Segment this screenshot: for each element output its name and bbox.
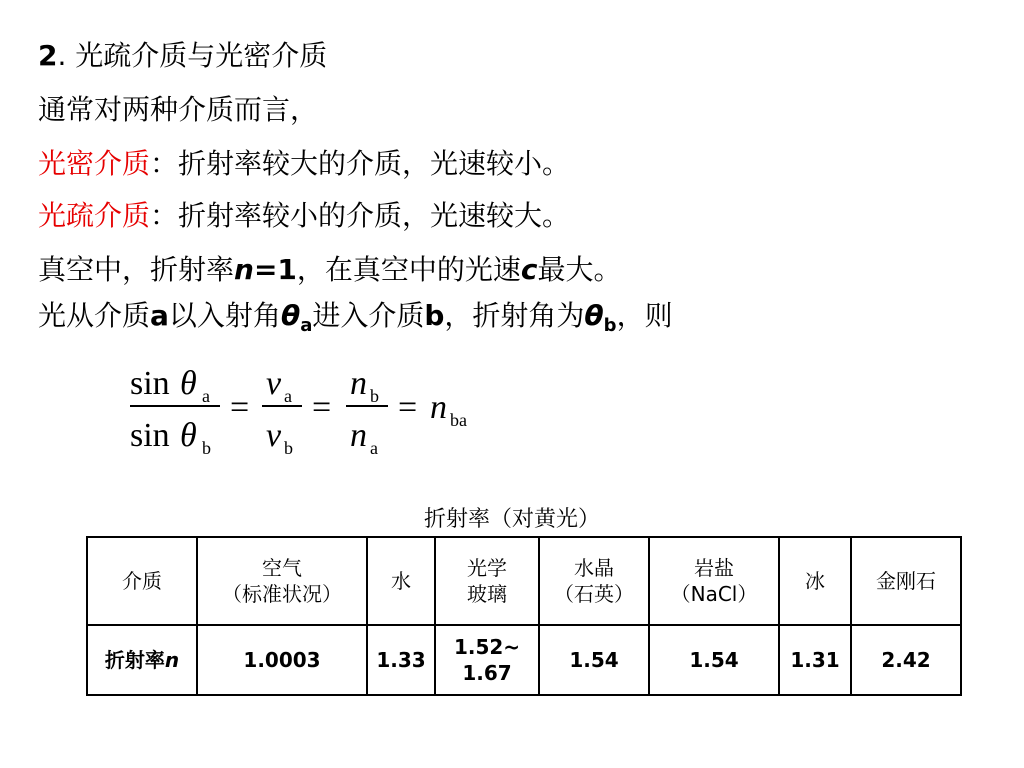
vacuum-text-1: 真空中，折射率 [38, 253, 235, 286]
incidence-text-4: ，折射角为 [444, 299, 585, 332]
value-cell-line1: 1.0003 [243, 648, 321, 672]
formula-sin-bottom: sin [130, 417, 170, 454]
header-cell-line2: 玻璃 [467, 582, 507, 606]
sparse-medium-line [38, 198, 570, 234]
incidence-line [38, 298, 673, 344]
formula-n-ba: n [430, 389, 447, 426]
header-cell-1 [197, 537, 367, 625]
theta-a-symbol: θ [280, 299, 301, 332]
n-symbol: n [234, 253, 254, 286]
vacuum-text-2: ，在真空中的光速 [296, 253, 521, 286]
header-cell-line2: （石英） [554, 582, 634, 606]
header-cell-line1: 金刚石 [876, 569, 936, 593]
header-cell-0 [87, 537, 197, 625]
formula-theta-top: θ [180, 365, 197, 402]
dense-medium-line [38, 146, 570, 182]
value-cell-line1: 1.54 [569, 648, 619, 672]
theta-b-subscript: b [603, 315, 617, 336]
formula-sin-top: sin [130, 365, 170, 402]
sparse-medium-term: 光疏介质 [38, 199, 151, 232]
sparse-medium-desc: ：折射率较小的介质，光速较大。 [150, 199, 571, 232]
formula-v-top: v [266, 365, 282, 402]
row-label-text: 折射率 [104, 648, 165, 672]
formula-n-bottom: n [350, 417, 367, 454]
header-cell-6 [779, 537, 851, 625]
refractive-index-table [86, 536, 962, 696]
incidence-text-2: 以入射角 [168, 299, 281, 332]
header-cell-line1: 水晶 [574, 556, 614, 580]
row-label-n-symbol: n [164, 648, 180, 672]
formula-sub-a-3: a [370, 438, 378, 458]
header-cell-line1: 介质 [122, 569, 162, 593]
header-cell-7 [851, 537, 961, 625]
section-heading [38, 38, 327, 74]
header-cell-line1: 冰 [805, 569, 825, 593]
header-cell-3 [435, 537, 539, 625]
header-cell-line1: 岩盐 [694, 556, 734, 580]
formula-n-top: n [350, 365, 367, 402]
value-cell-6 [851, 625, 961, 695]
value-cell-4 [649, 625, 779, 695]
table-value-row [87, 625, 961, 695]
formula-equals-1: = [230, 389, 250, 426]
header-cell-4 [539, 537, 649, 625]
c-symbol: c [520, 253, 538, 286]
value-cell-line1: 1.33 [376, 648, 426, 672]
vacuum-text-3: 最大。 [537, 253, 622, 286]
formula-sub-a-1: a [202, 386, 210, 406]
incidence-text-5: ，则 [616, 299, 673, 332]
header-cell-2 [367, 537, 435, 625]
theta-b-symbol: θ [584, 299, 604, 332]
formula-equals-3: = [398, 389, 418, 426]
medium-a-label: a [150, 299, 169, 332]
value-cell-3 [539, 625, 649, 695]
table-caption: 折射率（对黄光） [423, 507, 600, 532]
value-cell-line2: 1.67 [462, 661, 512, 685]
value-cell-line1: 1.31 [790, 648, 840, 672]
header-cell-line1: 光学 [467, 556, 507, 580]
value-cell-2 [435, 625, 539, 695]
value-cell-5 [779, 625, 851, 695]
formula-theta-bottom: θ [180, 417, 197, 454]
incidence-text-1: 光从介质 [38, 299, 151, 332]
dense-medium-term: 光密介质 [38, 147, 151, 180]
header-cell-5 [649, 537, 779, 625]
vacuum-line [38, 252, 622, 288]
formula-equals-2: = [312, 389, 332, 426]
snell-formula [120, 352, 500, 472]
section-number: 2 [38, 39, 58, 72]
formula-sub-a-2: a [284, 386, 292, 406]
table-header-row [87, 537, 961, 625]
value-cell-line1: 1.52~ [453, 635, 521, 659]
value-cell-0 [197, 625, 367, 695]
formula-v-bottom: v [266, 417, 282, 454]
header-cell-line1: 空气 [262, 556, 302, 580]
theta-a-subscript: a [300, 315, 313, 336]
incidence-text-3: 进入介质 [312, 299, 425, 332]
n-value: =1 [253, 253, 297, 286]
intro-line: 通常对两种介质而言， [38, 93, 319, 126]
section-title: 光疏介质与光密介质 [75, 39, 328, 72]
row-label-cell [87, 625, 197, 695]
value-cell-1 [367, 625, 435, 695]
formula-sub-b-1: b [202, 438, 211, 458]
header-cell-line1: 水 [391, 569, 411, 593]
dense-medium-desc: ：折射率较大的介质，光速较小。 [150, 147, 571, 180]
medium-b-label: b [424, 299, 445, 332]
formula-sub-b-2: b [284, 438, 293, 458]
header-cell-line2: （NaCl） [670, 582, 758, 606]
header-cell-line2: （标准状况） [222, 582, 342, 606]
section-number-dot: . [57, 39, 67, 72]
value-cell-line1: 2.42 [881, 648, 931, 672]
formula-sub-b-3: b [370, 386, 379, 406]
formula-sub-ba: ba [450, 410, 467, 430]
value-cell-line1: 1.54 [689, 648, 739, 672]
